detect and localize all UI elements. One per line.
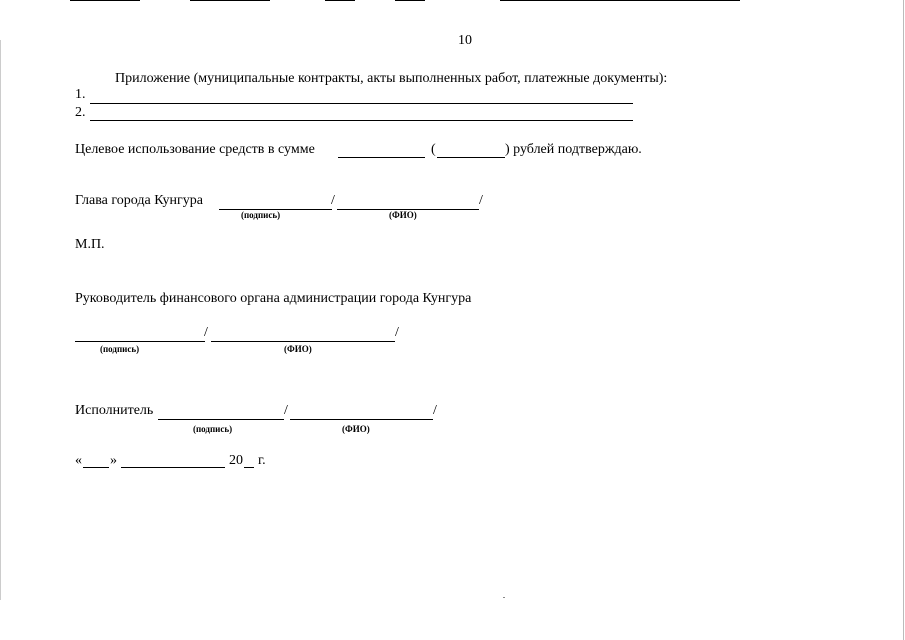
scan-artifact-left xyxy=(0,40,1,600)
finance-label: Руководитель финансового органа администрации города Кунгура xyxy=(75,291,472,306)
head-name-caption: (ФИО) xyxy=(389,210,417,220)
executor-slash-1: / xyxy=(284,403,288,418)
date-close-quote: » xyxy=(110,453,117,468)
usage-amount-line xyxy=(338,157,425,158)
finance-signature-line xyxy=(75,341,205,342)
appendix-item-1-number: 1. xyxy=(75,87,86,102)
stamp-label: М.П. xyxy=(75,237,105,252)
usage-text: Целевое использование средств в сумме xyxy=(75,142,315,157)
date-year: 20 xyxy=(229,453,243,468)
scan-artifact-top-2 xyxy=(190,0,270,1)
finance-slash-1: / xyxy=(204,325,208,340)
scan-artifact-top-1 xyxy=(70,0,140,1)
head-slash-2: / xyxy=(479,193,483,208)
finance-name-line xyxy=(211,341,395,342)
executor-name-line xyxy=(290,419,433,420)
page-number: 10 xyxy=(458,33,472,48)
scan-artifact-top-3 xyxy=(325,0,355,1)
date-open-quote: « xyxy=(75,453,82,468)
finance-name-caption: (ФИО) xyxy=(284,344,312,354)
scan-artifact-top-4 xyxy=(395,0,425,1)
executor-slash-2: / xyxy=(433,403,437,418)
executor-signature-line xyxy=(158,419,284,420)
usage-paren-open: ( xyxy=(431,142,436,157)
executor-signature-caption: (подпись) xyxy=(193,424,233,434)
executor-label: Исполнитель xyxy=(75,403,154,418)
usage-confirm-text: ) рублей подтверждаю. xyxy=(505,142,642,157)
usage-amount-words-line xyxy=(437,157,505,158)
date-year-suffix: г. xyxy=(258,453,266,468)
appendix-heading: Приложение (муниципальные контракты, акты выполненных работ, платежные документы): xyxy=(115,71,668,86)
date-month-line xyxy=(121,467,225,468)
head-label: Глава города Кунгура xyxy=(75,193,203,208)
head-slash-1: / xyxy=(331,193,335,208)
executor-name-caption: (ФИО) xyxy=(342,424,370,434)
finance-slash-2: / xyxy=(395,325,399,340)
finance-signature-caption: (подпись) xyxy=(100,344,140,354)
appendix-item-2-number: 2. xyxy=(75,105,86,120)
scan-artifact-top-5 xyxy=(500,0,740,1)
scan-dot xyxy=(503,597,505,598)
date-year-line xyxy=(244,467,254,468)
date-day-line xyxy=(83,467,109,468)
scan-artifact-right xyxy=(903,0,904,640)
appendix-item-2-line xyxy=(90,120,633,121)
appendix-item-1-line xyxy=(90,103,633,104)
head-signature-caption: (подпись) xyxy=(241,210,281,220)
